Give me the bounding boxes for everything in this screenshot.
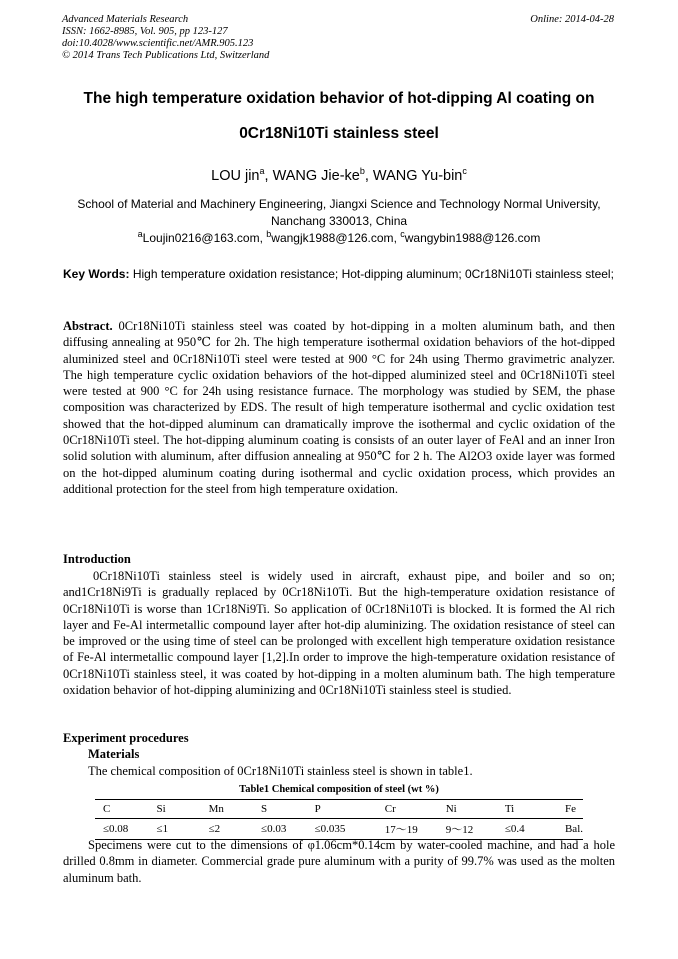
value-cell: ≤1 [156,823,169,835]
composition-table [95,799,583,840]
email-address[interactable]: wangjk1988@126.com [271,231,394,245]
header-cell: Si [156,803,166,815]
value-cell: ≤0.03 [261,823,287,835]
table-caption: Table1 Chemical composition of steel (wt %) [239,784,439,795]
online-date: Online: 2014-04-28 [530,14,614,25]
paper-title-line-1: The high temperature oxidation behavior of hot-dipping Al coating on [83,90,595,107]
value-cell: Bal. [564,823,583,835]
author-sup: a [259,166,265,177]
introduction-text: 0Cr18Ni10Ti stainless steel is widely used in aircraft, exhaust pipe, and boiler and so on; and1Cr18Ni9Ti is gradually replaced by 0Cr18Ni10Ti. But the high-temperature oxidation resistance of 0Cr18Ni10Ti is worse than 1Cr18Ni9Ti. So application of 0Cr18Ni10Ti is blocked. It is formed the Al rich layer and Fe-Al intermetallic compound layer after hot-dip aluminizing. The oxidation resistance of steel can be improved or the using time of steel can be prolonged with excellent high temperature oxidation resistance of Fe-Al intermetallic compound layer [1,2].In order to improve the high-temperature oxidation resistance of 0Cr18Ni10Ti stainless steel, it was coated by hot-dipping in a molten aluminum bath. The high temperature oxidation behavior of hot-dipping aluminizing and 0Cr18Ni10Ti stainless steel is studied. [63,569,615,698]
header-cell: Ni [445,803,457,815]
affiliation-line-2: Nanchang 330013, China [270,214,408,228]
affiliation-line-1: School of Material and Machinery Engineering, Jiangxi Science and Technology Normal University, [77,197,601,211]
composition-table-wrap [95,799,583,840]
abstract-label: Abstract. [63,319,113,333]
table-header-row [95,800,583,819]
affiliation [60,196,618,230]
copyright-line: © 2014 Trans Tech Publications Ltd, Switzerland [62,50,270,61]
author-sup: c [462,166,467,177]
email-address[interactable]: Loujin0216@163.com [142,231,260,245]
header-cell: Fe [564,803,576,815]
email-sup: b [266,229,272,239]
header-cell: P [314,803,321,815]
journal-name: Advanced Materials Research [62,14,189,25]
header-cell: Mn [208,803,224,815]
value-cell: ≤2 [208,823,221,835]
journal-header [62,14,269,62]
materials-heading: Materials [88,747,140,761]
header-cell: S [261,803,268,815]
value-cell: ≤0.08 [103,823,129,835]
author-name: WANG Jie-ke [272,168,360,184]
email-sup: a [137,229,143,239]
introduction-heading: Introduction [63,552,131,566]
header-cell: C [103,803,111,815]
keywords-label: Key Words: [63,267,130,281]
specimens-text: Specimens were cut to the dimensions of φ1.06cm*0.14cm by water-cooled machine, and had a hole drilled 0.8mm in diameter. Commercial grade pure aluminum with a purity of 99.7% was used as the molten aluminum bath. [63,838,615,885]
keywords-text: High temperature oxidation resistance; Hot-dipping aluminum; 0Cr18Ni10Ti stainless steel; [132,267,614,281]
value-cell: ≤0.035 [314,823,346,835]
value-cell: 9～12 [445,824,474,836]
paper-title-line-2: 0Cr18Ni10Ti stainless steel [239,125,439,142]
value-cell: 17～19 [384,824,418,836]
author-sup: b [359,166,365,177]
author-name: WANG Yu-bin [372,168,463,184]
issn-line: ISSN: 1662-8985, Vol. 905, pp 123-127 [62,26,228,37]
keywords-block [63,266,615,283]
author-list: LOU jin$^a$, WANG Jie-$ke^b$, WANG Yu-bin$^c$ [211,166,467,184]
author-emails: $^a$Loujin0216@163.com, $^b$wangjk1988@126.com, $^c$wangybin1988@126.com [137,229,541,245]
value-cell: ≤0.4 [504,823,525,835]
abstract-text: 0Cr18Ni10Ti stainless steel was coated by hot-dipping in a molten aluminum bath, and then diffusing annealing at 950℃ for 2h. The high temperature isothermal oxidation behaviors of the hot-dipped aluminized steel and 0Cr18Ni10Ti steel were tested at 900 °C for 24h using Thermo gravimetric analyzer. The high temperature cyclic oxidation behaviors of the hot-dipped aluminized steel and 0Cr18Ni10Ti steel were tested at 900 °C for 24h using resistance furnace. The morphology was studied by SEM, the phase composition was characterized by EDS. The result of high temperature isothermal and cyclic oxidation test showed that the hot-dipped aluminum can dramatically improve the isothermal and cyclic oxidation of the 0Cr18Ni10Ti steel. The hot-dipping aluminum coating is consists of an outer layer of FeAl and an inner Iron solid solution with aluminum, after diffusion annealing at 950℃ for 2 h. The Al2O3 oxide layer was formed on the hot-dipped aluminum coating during isothermal and cyclic oxidation process, which provides an additional protection for the steel from high temperature oxidation. [63,319,616,496]
doi-line: doi:10.4028/www.scientific.net/AMR.905.123 [62,38,254,49]
abstract-block [63,318,615,497]
materials-text: The chemical composition of 0Cr18Ni10Ti stainless steel is shown in table1. [88,764,473,778]
email-sup: c [400,229,405,239]
experiment-heading: Experiment procedures [63,731,189,745]
header-cell: Ti [504,803,515,815]
email-address[interactable]: wangybin1988@126.com [404,231,541,245]
header-cell: Cr [384,803,396,815]
author-name: LOU jin [211,168,260,184]
